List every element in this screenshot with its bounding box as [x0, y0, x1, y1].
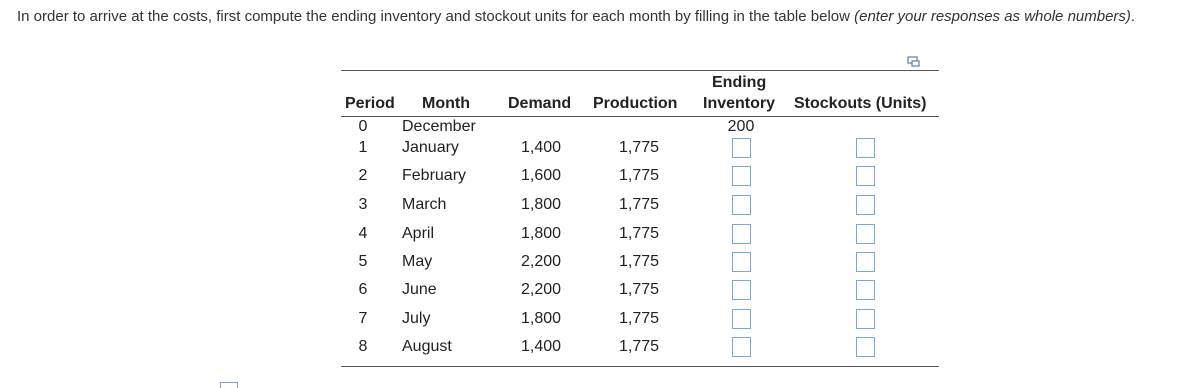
period-cell: 4: [358, 225, 368, 242]
demand-cell: 1,800: [520, 225, 562, 242]
header-ending-line1: Ending: [712, 74, 767, 91]
demand-cell: 2,200: [520, 253, 562, 270]
header-demand: Demand: [508, 95, 572, 112]
stockouts-input-march[interactable]: [856, 195, 875, 215]
production-cell: 1,775: [618, 167, 660, 184]
instructions-text: [17, 8, 1187, 26]
period-cell: 8: [358, 338, 368, 355]
month-cell: December: [402, 118, 476, 135]
period-cell: 2: [358, 167, 368, 184]
period-cell: 3: [358, 196, 368, 213]
production-cell: 1,775: [618, 139, 660, 156]
ending-inventory-input-january[interactable]: [732, 138, 751, 158]
production-cell: 1,775: [618, 253, 660, 270]
stockouts-input-april[interactable]: [856, 224, 875, 244]
production-cell: 1,775: [618, 196, 660, 213]
demand-cell: 1,400: [520, 338, 562, 355]
stockouts-input-may[interactable]: [856, 252, 875, 272]
demand-cell: 1,600: [520, 167, 562, 184]
month-cell: July: [402, 310, 431, 327]
stockouts-input-january[interactable]: [856, 138, 875, 158]
instructions-emphasis: (enter your responses as whole numbers): [854, 8, 1131, 25]
answer-box-edge-icon: [220, 382, 238, 388]
month-cell: May: [402, 253, 433, 270]
header-period: Period: [345, 95, 395, 112]
production-cell: 1,775: [618, 225, 660, 242]
stockouts-input-august[interactable]: [856, 337, 875, 357]
stockouts-input-june[interactable]: [856, 280, 875, 300]
month-cell: April: [402, 225, 435, 242]
ending-inventory-input-june[interactable]: [732, 280, 751, 300]
ending-inventory-input-august[interactable]: [732, 337, 751, 357]
copy-table-icon[interactable]: [907, 55, 921, 67]
ending-inventory-input-july[interactable]: [732, 309, 751, 329]
header-production: Production: [593, 95, 678, 112]
period-cell: 0: [358, 118, 368, 135]
month-cell: March: [402, 196, 447, 213]
instructions-prefix: In order to arrive at the costs, first compute the ending inventory and stockout units for each month by filling in the table below: [17, 8, 855, 25]
ending-inventory-input-may[interactable]: [732, 252, 751, 272]
header-ending-line2: Inventory: [703, 95, 776, 112]
header-stockouts: Stockouts (Units): [794, 95, 927, 112]
month-cell: August: [402, 338, 452, 355]
ending-inventory-input-february[interactable]: [732, 166, 751, 186]
period-cell: 6: [358, 281, 368, 298]
stockouts-input-july[interactable]: [856, 309, 875, 329]
ending-inventory-input-april[interactable]: [732, 224, 751, 244]
period-cell: 7: [358, 310, 368, 327]
demand-cell: 1,800: [520, 196, 562, 213]
production-cell: 1,775: [618, 310, 660, 327]
period-cell: 1: [358, 139, 368, 156]
instructions-suffix: .: [1130, 8, 1136, 25]
period-cell: 5: [358, 253, 368, 270]
demand-cell: 2,200: [520, 281, 562, 298]
demand-cell: 1,800: [520, 310, 562, 327]
ending-inventory-cell: 200: [727, 118, 755, 135]
table-bottom-rule: [341, 366, 939, 367]
month-cell: June: [402, 281, 437, 298]
header-month: Month: [422, 95, 470, 112]
demand-cell: 1,400: [520, 139, 562, 156]
production-cell: 1,775: [618, 281, 660, 298]
month-cell: January: [402, 139, 459, 156]
production-cell: 1,775: [618, 338, 660, 355]
stockouts-input-february[interactable]: [856, 166, 875, 186]
ending-inventory-input-march[interactable]: [732, 195, 751, 215]
table-top-rule: [341, 70, 939, 71]
month-cell: February: [402, 167, 467, 184]
